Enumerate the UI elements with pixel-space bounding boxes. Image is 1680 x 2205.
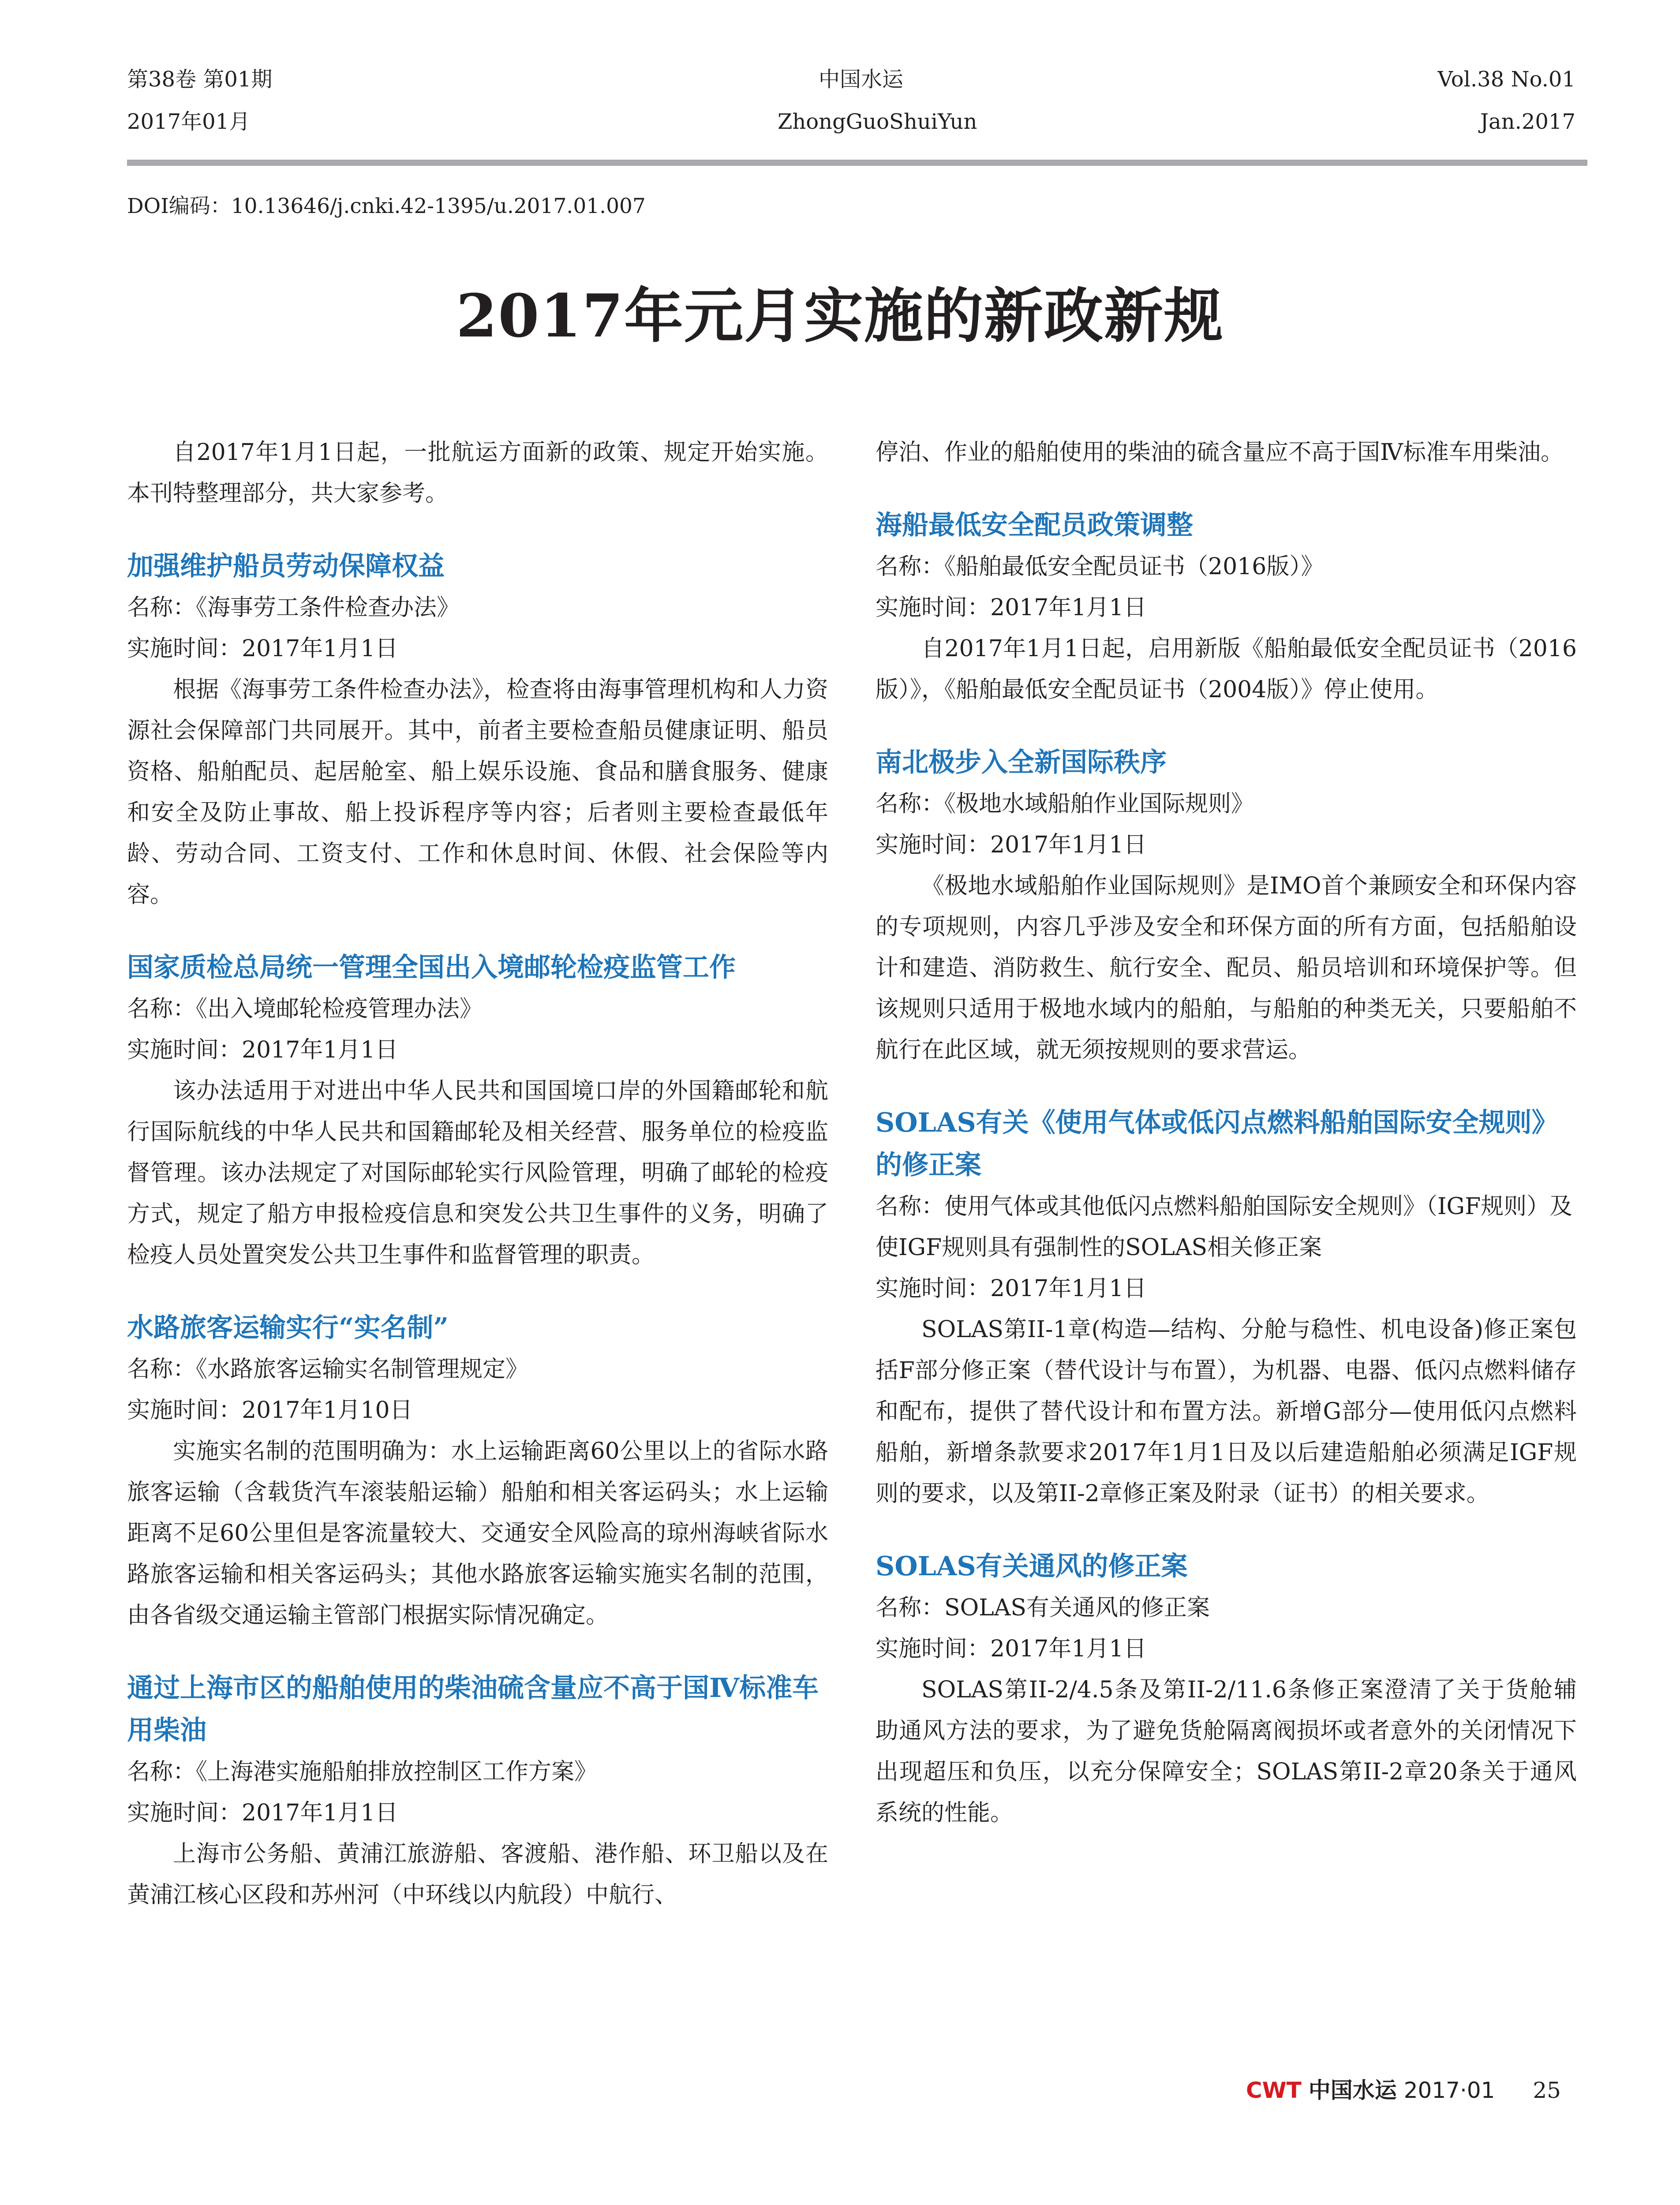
section-heading: 加强维护船员劳动保障权益 [127, 551, 445, 582]
section-heading: 国家质检总局统一管理全国出入境邮轮检疫监管工作 [127, 952, 736, 983]
section-body: 根据《海事劳工条件检查办法》，检查将由海事管理机构和人力资源社会保障部门共同展开。其中，前者主要检查船员健康证明、船员资格、船舶配员、起居舱室、船上娱乐设施、食品和膳食服务、健康和安全及防止事故、船上投诉程序等内容；后者则主要检查最低年龄、劳动合同、工资支付、工作和休息时间、休假、社会保险等内容。 [127, 676, 828, 908]
section-date: 实施时间：2017年1月1日 [127, 1037, 398, 1063]
continued-paragraph: 停泊、作业的船舶使用的柴油的硫含量应不高于国Ⅳ标准车用柴油。 [876, 439, 1564, 466]
section-name: 名称：《上海港实施船舶排放控制区工作方案》 [127, 1759, 598, 1785]
header-date-en: Jan.2017 [1480, 109, 1575, 134]
section-date: 实施时间：2017年1月1日 [876, 1636, 1147, 1662]
section-date: 实施时间：2017年1月1日 [876, 594, 1147, 621]
section-name: 名称：《极地水域船舶作业国际规则》 [876, 791, 1254, 817]
cwt-logo: CWT [1246, 2078, 1302, 2103]
section-body: 该办法适用于对进出中华人民共和国国境口岸的外国籍邮轮和航行国际航线的中华人民共和国籍邮轮及相关经营、服务单位的检疫监督管理。该办法规定了对国际邮轮实行风险管理，明确了邮轮的检疫方式，规定了船方申报检疫信息和突发公共卫生事件的义务，明确了检疫人员处置突发公共卫生事件和监督管理的职责。 [127, 1078, 828, 1268]
section-body: 上海市公务船、黄浦江旅游船、客渡船、港作船、环卫船以及在黄浦江核心区段和苏州河（中环线以内航段）中航行、 [127, 1841, 828, 1908]
page-footer [1246, 2073, 1561, 2104]
section-date: 实施时间：2017年1月10日 [127, 1397, 413, 1424]
section-name: 名称：《海事劳工条件检查办法》 [127, 594, 460, 621]
section-heading: 水路旅客运输实行“实名制” [127, 1312, 449, 1343]
section-heading: 南北极步入全新国际秩序 [876, 747, 1167, 778]
section-name: 名称：SOLAS有关通风的修正案 [876, 1595, 1210, 1621]
section-date: 实施时间：2017年1月1日 [127, 1800, 398, 1826]
section-heading: 通过上海市区的船舶使用的柴油硫含量应不高于国Ⅳ标准车用柴油 [127, 1673, 819, 1746]
section-body: SOLAS第II-2/4.5条及第II-2/11.6条修正案澄清了关于货舱辅助通风方法的要求，为了避免货舱隔离阀损坏或者意外的关闭情况下出现超压和负压，以充分保障安全；SOLAS第II-2章20条关于通风系统的性能。 [876, 1677, 1577, 1826]
left-column [127, 432, 828, 1916]
header-journal-pinyin: ZhongGuoShuiYun [778, 109, 977, 134]
section-body: SOLAS第II-1章(构造—结构、分舱与稳性、机电设备)修正案包括F部分修正案（替代设计与布置），为机器、电器、低闪点燃料储存和配布，提供了替代设计和布置方法。新增G部分—使用低闪点燃料船舶，新增条款要求2017年1月1日及以后建造船舶必须满足IGF规则的要求，以及第II-2章修正案及附录（证书）的相关要求。 [876, 1316, 1577, 1507]
header-journal-cn: 中国水运 [819, 67, 904, 92]
header-volume-issue: 第38卷 第01期 [127, 67, 273, 92]
right-column [876, 432, 1577, 1834]
header-date: 2017年01月 [127, 109, 251, 134]
page-title: 2017年元月实施的新政新规 [456, 281, 1224, 351]
section-date: 实施时间：2017年1月1日 [127, 635, 398, 662]
section-heading: SOLAS有关《使用气体或低闪点燃料船舶国际安全规则》的修正案 [876, 1107, 1558, 1181]
section-date: 实施时间：2017年1月1日 [876, 832, 1147, 858]
section-body: 自2017年1月1日起，启用新版《船舶最低安全配员证书（2016版）》，《船舶最低安全配员证书（2004版）》停止使用。 [876, 635, 1577, 703]
footer-journal: 中国水运 [1308, 2078, 1397, 2103]
intro-paragraph: 自2017年1月1日起，一批航运方面新的政策、规定开始实施。本刊特整理部分，共大家参考。 [127, 439, 828, 507]
section-name: 名称：《水路旅客运输实名制管理规定》 [127, 1356, 529, 1383]
section-name: 名称：《船舶最低安全配员证书（2016版）》 [876, 553, 1324, 580]
section-body: 实施实名制的范围明确为：水上运输距离60公里以上的省际水路旅客运输（含载货汽车滚装船运输）船舶和相关客运码头；水上运输距离不足60公里但是客流量较大、交通安全风险高的琼州海峡省际水路旅客运输和相关客运码头；其他水路旅客运输实施实名制的范围，由各省级交通运输主管部门根据实际情况确定。 [127, 1438, 828, 1629]
header-rule [127, 160, 1587, 166]
doi: DOI编码：10.13646/j.cnki.42-1395/u.2017.01.007 [127, 194, 646, 218]
header-vol-en: Vol.38 No.01 [1437, 67, 1575, 92]
section-heading: SOLAS有关通风的修正案 [876, 1551, 1188, 1582]
page-number: 25 [1533, 2078, 1561, 2103]
section-name: 名称：使用气体或其他低闪点燃料船舶国际安全规则》（IGF规则）及使IGF规则具有强制性的SOLAS相关修正案 [876, 1193, 1573, 1261]
section-body: 《极地水域船舶作业国际规则》是IMO首个兼顾安全和环保内容的专项规则，内容几乎涉及安全和环保方面的所有方面，包括船舶设计和建造、消防救生、航行安全、配员、船员培训和环境保护等。但该规则只适用于极地水域内的船舶，与船舶的种类无关，只要船舶不航行在此区域，就无须按规则的要求营运。 [876, 873, 1577, 1063]
section-heading: 海船最低安全配员政策调整 [876, 510, 1193, 541]
section-name: 名称：《出入境邮轮检疫管理办法》 [127, 996, 483, 1022]
footer-issue: 2017·01 [1403, 2078, 1495, 2103]
section-date: 实施时间：2017年1月1日 [876, 1275, 1147, 1302]
